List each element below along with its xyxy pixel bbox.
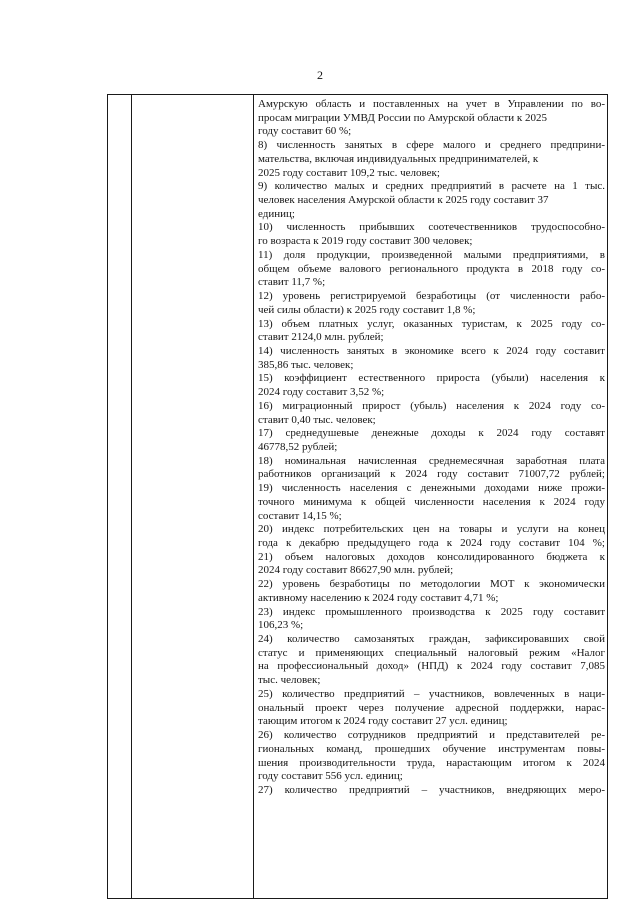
- text-line: составит 14,15 %;: [258, 509, 342, 522]
- text-line: года к декабрю предыдущего года к 2024 году составит 104 %;: [258, 537, 605, 549]
- text-line: 23) индекс промышленного производства к 2025 году составит: [258, 605, 605, 618]
- text-line: 20) индекс потребительских цен на товары и услуги на конец: [258, 523, 605, 536]
- text-line: году составит 556 усл. единиц;: [258, 770, 403, 783]
- text-line: ставит 0,40 тыс. человек;: [258, 413, 376, 426]
- text-line: ставит 2124,0 млн. рублей;: [258, 331, 384, 344]
- text-line: 22) уровень безработицы по методологии МОТ к экономически: [258, 578, 605, 591]
- table-cell-name: [132, 95, 254, 899]
- text-line: 9) количество малых и средних предприятий в расчете на 1 тыс.: [258, 180, 605, 193]
- text-line: тающим итогом к 2024 году составит 27 усл. единиц;: [258, 715, 508, 728]
- text-line: тыс. человек;: [258, 674, 321, 687]
- text-line: 15) коэффициент естественного прироста (убыли) населения к: [258, 372, 605, 385]
- table-cell-number: [108, 95, 132, 899]
- text-line: общем объеме валового регионального продукта в 2018 году со-: [258, 262, 605, 275]
- text-line: 26) количество сотрудников предприятий и представителей ре-: [258, 729, 605, 742]
- text-line: го возраста к 2019 году составит 300 человек;: [258, 235, 473, 248]
- table-cell-content: [254, 95, 608, 899]
- text-line: 12) уровень регистрируемой безработицы (от численности рабо-: [258, 290, 605, 303]
- text-line: статус и применяющих специальный налоговый режим «Налог: [258, 646, 605, 659]
- text-line: чей силы области) к 2025 году составит 1,8 %;: [258, 303, 476, 316]
- text-line: ональный проект через получение адресной поддержки, нарас-: [258, 701, 605, 714]
- text-line: 18) номинальная начисленная среднемесячная заработная плата: [258, 454, 605, 467]
- text-line: на профессиональный доход» (НПД) к 2024 году составит 7,085: [258, 660, 605, 673]
- text-line: активному населению к 2024 году составит 4,71 %;: [258, 591, 499, 604]
- text-line: 2024 году составит 86627,90 млн. рублей;: [258, 564, 454, 577]
- text-line: 106,23 %;: [258, 619, 304, 632]
- text-line: 46778,52 рублей;: [258, 440, 338, 453]
- text-line: точного минимума к общей численности населения к 2024 году: [258, 495, 605, 508]
- text-line: 10) численность прибывших соотечественников трудоспособно-: [258, 221, 605, 234]
- text-line: 19) численность населения с денежными доходами ниже прожи-: [258, 482, 605, 495]
- table-row: [108, 95, 608, 899]
- page-number: 2: [317, 68, 323, 82]
- targets-table: [107, 94, 608, 899]
- text-line: единиц;: [258, 207, 295, 220]
- text-line: работников организаций к 2024 году составит 71007,72 рублей;: [258, 468, 605, 481]
- content-text-block: [258, 98, 605, 798]
- text-line: просам миграции УМВД России по Амурской области к 2025: [258, 111, 548, 124]
- text-line: 21) объем налоговых доходов консолидированного бюджета к: [258, 550, 605, 563]
- text-line: 11) доля продукции, произведенной малыми предприятиями, в: [258, 248, 605, 261]
- text-line: ставит 11,7 %;: [258, 276, 326, 289]
- text-line: 16) миграционный прирост (убыль) населения к 2024 году со-: [258, 399, 605, 412]
- text-line: мательства, включая индивидуальных предпринимателей, к: [258, 152, 539, 165]
- text-line: Амурскую область и поставленных на учет в Управлении по во-: [258, 98, 605, 110]
- text-line: 24) количество самозанятых граждан, зафиксировавших свой: [258, 633, 605, 646]
- text-line: 17) среднедушевые денежные доходы к 2024 году составят: [258, 427, 605, 440]
- text-line: гиональных команд, прошедших обучение инструментам повы-: [258, 742, 605, 755]
- text-line: 14) численность занятых в экономике всего к 2024 году составит: [258, 344, 605, 357]
- text-line: году составит 60 %;: [258, 125, 352, 138]
- text-line: шения производительности труда, нарастающим итогом к 2024: [258, 756, 605, 769]
- text-line: 27) количество предприятий – участников, внедряющих меро-: [258, 783, 605, 796]
- text-line: 385,86 тыс. человек;: [258, 358, 354, 371]
- text-line: человек населения Амурской области к 2025 году составит 37: [258, 194, 549, 207]
- text-line: 8) численность занятых в сфере малого и среднего предприни-: [258, 139, 605, 152]
- text-line: 25) количество предприятий – участников, вовлеченных в наци-: [258, 687, 605, 700]
- text-line: 2024 году составит 3,52 %;: [258, 386, 385, 399]
- text-line: 13) объем платных услуг, оказанных туристам, к 2025 году со-: [258, 317, 605, 330]
- text-line: 2025 году составит 109,2 тыс. человек;: [258, 166, 440, 179]
